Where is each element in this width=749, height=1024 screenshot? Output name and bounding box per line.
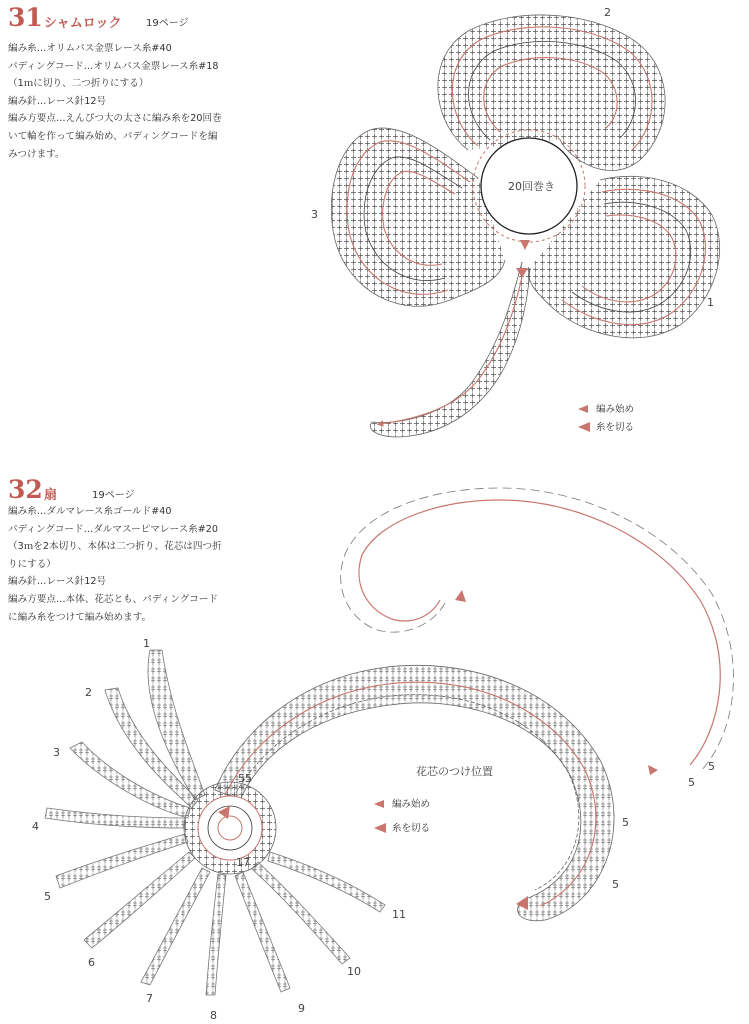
fan-petal-label: 2	[85, 686, 92, 699]
pattern-31-page-ref: 19ページ	[146, 18, 189, 29]
fan-petal-label: 4	[32, 820, 39, 833]
fan-legend	[374, 798, 430, 834]
start-arrow-icon	[374, 800, 384, 808]
pattern-31-title: シャムロック	[44, 16, 122, 31]
repeat-label: 5	[612, 878, 619, 891]
fan-petal-label: 10	[347, 965, 361, 978]
shamrock-petal-3	[331, 128, 505, 306]
material-line: 編み方要点…本体、花芯とも、パディングコード	[8, 593, 218, 605]
fan-petal-label: 1	[143, 637, 150, 650]
material-line: りにする）	[8, 558, 56, 570]
fan-petal-label: 6	[88, 956, 95, 969]
repeat-label: 5	[708, 760, 715, 773]
pattern-31-number: 31	[8, 3, 43, 32]
material-line: 編み針…レース針12号	[8, 95, 107, 107]
legend-start-label: 編み始め	[392, 799, 431, 810]
pattern-32-number: 32	[8, 475, 43, 504]
shamrock-diagram	[311, 6, 720, 437]
center-count-label: 17	[236, 856, 250, 869]
fan-petal-label: 11	[392, 908, 406, 921]
fan-petal	[45, 808, 185, 828]
fan-petal-label: 5	[44, 890, 51, 903]
material-line: 編み糸…オリムパス金票レース糸#40	[8, 43, 172, 54]
start-arrow-icon	[578, 405, 588, 413]
shamrock-petal-label: 3	[311, 208, 318, 221]
repeat-label: 5	[622, 816, 629, 829]
material-line: パディングコード…オリムパス金票レース糸#18	[8, 60, 219, 72]
material-line: みつけます。	[8, 148, 65, 160]
cut-arrow-icon	[374, 823, 386, 833]
fan-petal-label: 9	[298, 1002, 305, 1015]
center-count-label: 55	[238, 772, 252, 785]
material-line: パディングコード…ダルマスーピマレース糸#20	[8, 523, 219, 535]
fan-petal-label: 8	[210, 1009, 217, 1022]
pattern-32-title: 扇	[44, 488, 58, 503]
material-line: いて輪を作って編み始め、パディングコードを編	[8, 130, 218, 142]
material-line: 編み糸…ダルマレース糸ゴールド#40	[8, 506, 172, 517]
fan-petal-label: 7	[146, 992, 153, 1005]
legend-cut-label: 糸を切る	[392, 823, 431, 834]
legend-start-label: 編み始め	[596, 404, 635, 415]
fan-petal	[268, 852, 385, 912]
shamrock-center-label: 20回巻き	[508, 180, 555, 193]
material-line: に編み糸をつけて編み始めます。	[8, 611, 152, 623]
repeat-label: 5	[688, 776, 695, 789]
cut-arrow-icon	[578, 422, 590, 432]
material-line: （3ｍを2本切り、本体は二つ折り、花芯は四つ折	[8, 541, 222, 553]
fan-petal	[206, 874, 226, 995]
pattern-32-page-ref: 19ページ	[92, 490, 135, 501]
material-line: 編み針…レース針12号	[8, 576, 107, 588]
flower-position-label: 花芯のつけ位置	[416, 765, 493, 778]
material-line: （1ｍに切り、二つ折りにする）	[8, 78, 149, 90]
fan-petal-label: 3	[53, 746, 60, 759]
shamrock-legend	[578, 403, 634, 433]
fan-diagram	[32, 488, 733, 1022]
material-line: 編み方要点…えんぴつ大の太さに編み糸を20回巻	[8, 113, 222, 125]
shamrock-petal-label: 1	[707, 296, 714, 309]
legend-cut-label: 糸を切る	[596, 422, 635, 433]
shamrock-petal-label: 2	[604, 6, 611, 19]
